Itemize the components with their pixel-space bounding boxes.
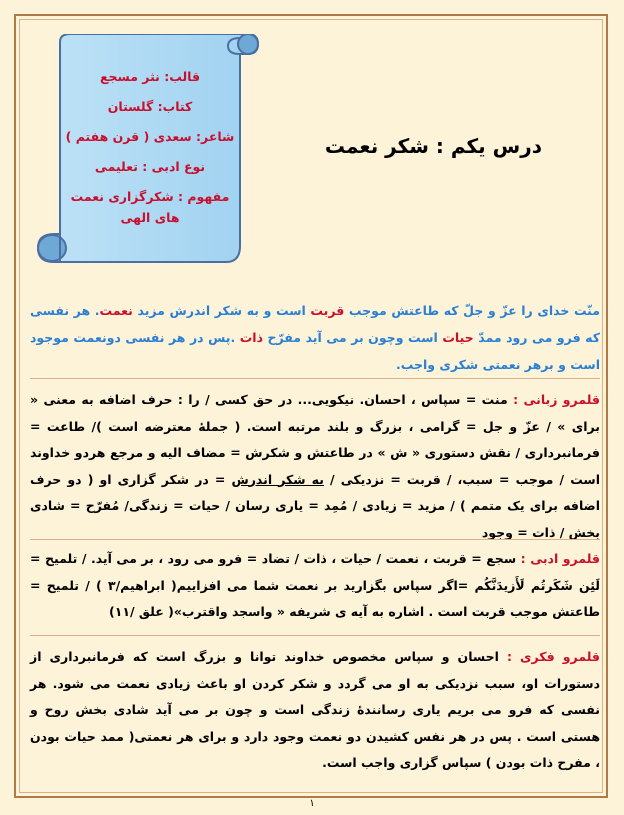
divider [30, 539, 600, 540]
intro-part: .پس در هر نفسی دونعمت موجود است و برهر نعمتی شکری واجب. [30, 330, 600, 372]
scroll-line-concept [62, 186, 238, 208]
genre-value: تعلیمی [94, 159, 138, 174]
intro-part: است و به شکر اندرش مزید [132, 303, 311, 318]
scroll-line-poet [62, 122, 238, 152]
form-value: نثر مسجع [99, 69, 160, 84]
intro-highlight: حیات [442, 330, 474, 345]
concept-value: شکرگزاری نعمت [70, 189, 174, 204]
literary-label: قلمرو ادبی : [520, 551, 600, 566]
page-number: ۱ [309, 798, 315, 809]
poet-value: سعدی ( قرن هفتم ) [65, 129, 192, 144]
scroll-line-concept-2 [62, 208, 238, 228]
lesson-title: درس یکم : شکر نعمت [324, 134, 542, 158]
intro-highlight: ذات [239, 330, 263, 345]
intro-highlight: نعمت [99, 303, 133, 318]
linguistic-text-2: = در شکر گزاری او ( دو حرف اضافه برای یک متمم ) / مزید = زیادی / مُمِد = یاری رسان / حیات = زندگی/ مُفرّح = شادی بخش / ذات = وجود [30, 471, 600, 540]
scroll-text [62, 62, 238, 228]
concept-label: مفهوم : [178, 189, 230, 204]
intro-part: . هر نفسی که فرو می رود ممدّ [30, 303, 600, 345]
linguistic-label: قلمرو زبانی : [513, 392, 600, 407]
scroll-line-genre [62, 152, 238, 182]
linguistic-section [30, 387, 600, 546]
linguistic-underlined: به شکر اندرش [231, 471, 324, 487]
genre-label: نوع ادبی : [142, 159, 206, 174]
book-value: گلستان [107, 99, 154, 114]
intellectual-text: احسان و سپاس مخصوص خداوند توانا و بزرگ است که فرمانبرداری از دستورات او، سبب نزدیکی به او می گردد و شکر کردن او باعث زیادی نعمت می شود. هر نفسی که فرو می بریم یاری رسانندهٔ زندگی است و چون بر می آید شادی بخش روح و هستی است . پس در هر نفس کشیدن دو نعمت وجود دارد و برای هر نعمتی( ممد حیات بودن ، مفرح ذات بودن ) سپاس گزاری واجب است. [30, 649, 600, 770]
intro-part: است وچون بر می آید مفرّح [263, 330, 443, 345]
linguistic-text: منت = سپاس ، احسان. نیکویی... در حق کسی / را : حرف اضافه به معنی « برای » / عزّ و جل = گرامی ، بزرگ و بلند مرتبه است. ( جملهٔ معترضه است )/ طاعت = فرمانبرداری / نقش دستوری « ش » در طاعتش و شکرش = مضاف الیه و مرجع هردو خداوند است / موجب = سبب، / قربت = نزدیکی / [30, 392, 600, 487]
intro-paragraph [30, 297, 600, 378]
literary-section [30, 546, 600, 626]
intro-part: منّت خدای را عزّ و جلّ که طاعتش موجب [344, 303, 601, 318]
poet-label: شاعر: [196, 129, 235, 144]
intellectual-section [30, 644, 600, 777]
intellectual-label: قلمرو فکری : [506, 649, 600, 664]
scroll-line-book [62, 92, 238, 122]
scroll-line-form [62, 62, 238, 92]
form-label: قالب: [164, 69, 201, 84]
divider [30, 635, 600, 636]
intro-highlight: قربت [310, 303, 345, 318]
book-label: کتاب: [157, 99, 193, 114]
concept-value-2: های الهی [120, 210, 180, 225]
literary-text: سجع = قربت ، نعمت / حیات ، ذات / تضاد = فرو می رود ، بر می آید. / تلمیح = لَئِن شَکَرتُم لَأَزیدَنَّکُم =اگر سپاس بگزارید بر نعمت شما می افزاییم( ابراهیم/۳ ) / تلمیح = طاعتش موجب قربت است . اشاره به آیه ی شریفه « واسجد واقترب»( علق /۱۱) [30, 551, 601, 619]
divider [30, 378, 600, 379]
